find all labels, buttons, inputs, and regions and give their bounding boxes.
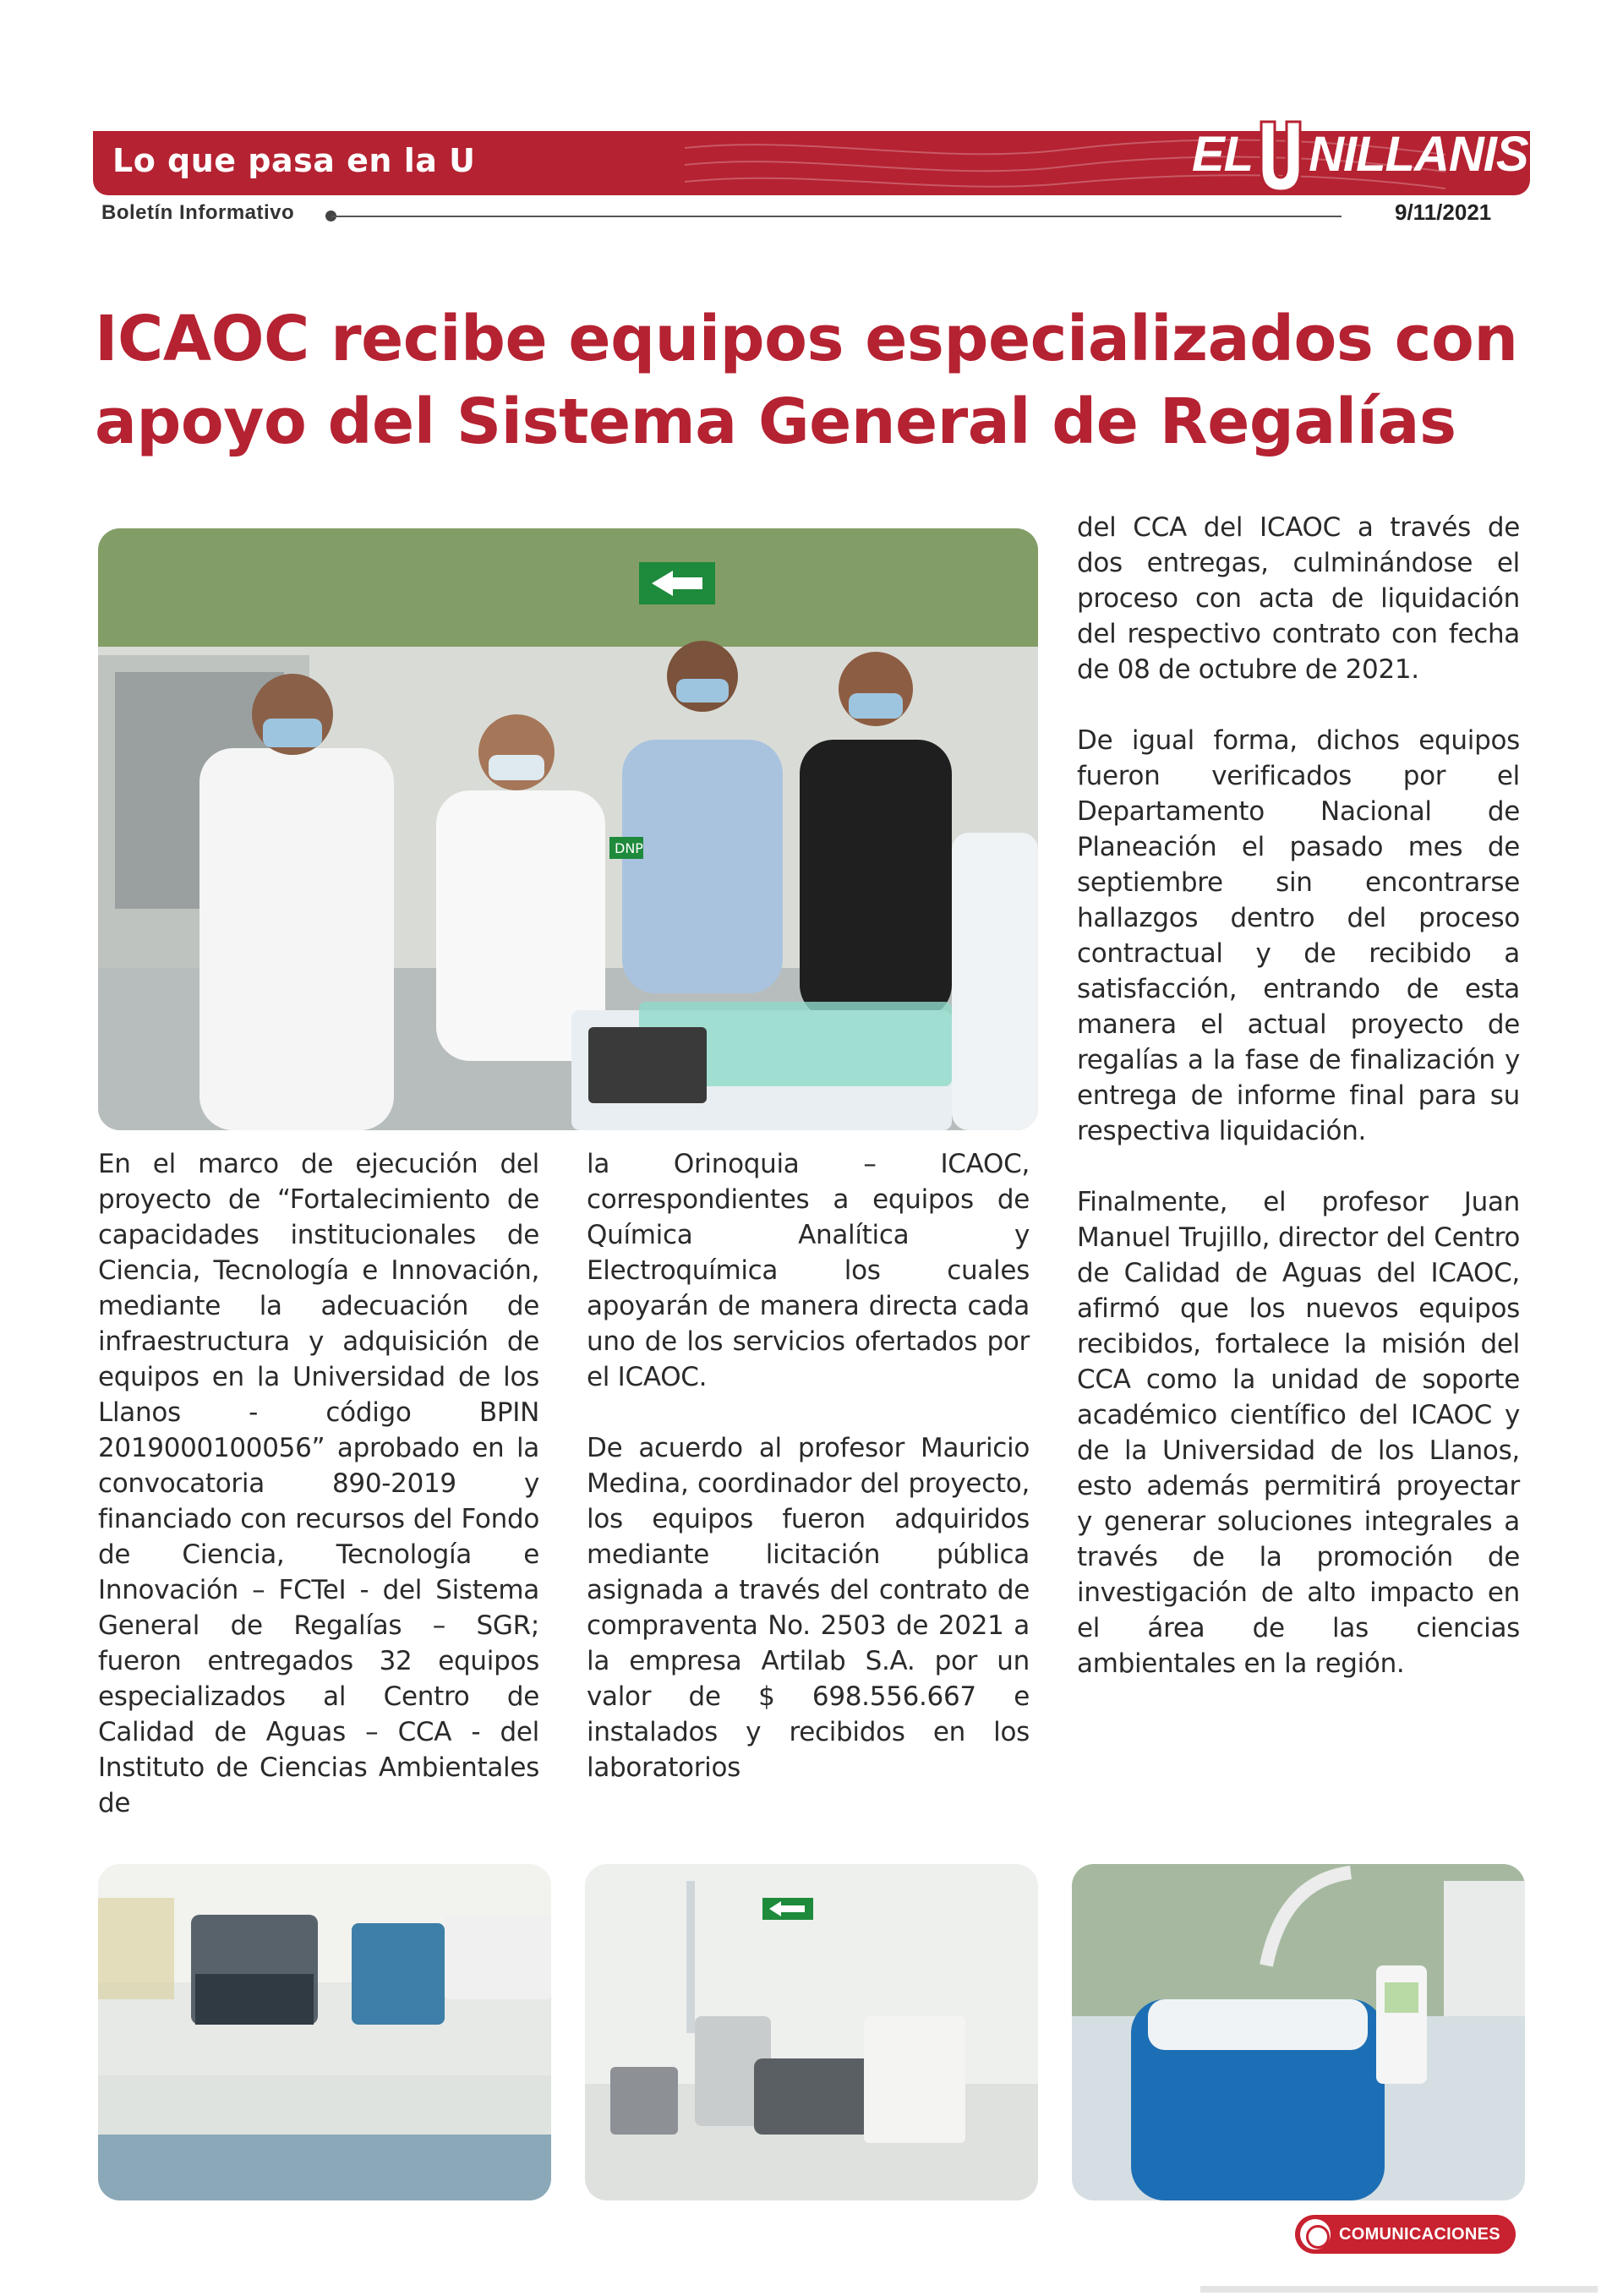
logo-suffix: NILLANISTA bbox=[1309, 127, 1588, 182]
article-column-3 bbox=[1077, 510, 1520, 1717]
lab-photo-1 bbox=[98, 1864, 551, 2200]
el-unillanista-logo bbox=[1192, 117, 1588, 193]
footer-rule bbox=[1200, 2286, 1598, 2293]
university-seal-icon bbox=[1300, 2219, 1331, 2250]
paragraph-1-part-1: En el marco de ejecución del proyecto de “Fortalecimiento de capacidades institucionales de Ciencia, Tecnología e Innovación, mediante la adecuación de infraestructura y adquisición de equipos en la Universidad de los Llanos - código BPIN 2019000100056” aprobado en la convocatoria 890-2019 y financiado con recursos del Fondo de Ciencia, Tecnología e Innovación – FCTeI - del Sistema General de Regalías – SGR; fueron entregados 32 equipos especializados al Centro de Calidad de Aguas – CCA - del Instituto de Ciencias Ambientales de bbox=[98, 1149, 539, 1818]
logo-prefix: EL bbox=[1192, 127, 1254, 182]
logo-u-mark bbox=[1256, 118, 1305, 193]
paragraph-1-part-2: la Orinoquia – ICAOC, correspondientes a equipos de Química Analítica y Electroquímica los cuales apoyarán de manera directa cada uno de los servicios ofertados por el ICAOC. bbox=[587, 1149, 1030, 1392]
header-rule bbox=[331, 216, 1342, 217]
article-headline bbox=[95, 298, 1549, 463]
paragraph-4: Finalmente, el profesor Juan Manuel Trujillo, director del Centro de Calidad de Aguas del ICAOC, afirmó que los nuevos equipos recibidos, fortalece la misión del CCA como la unidad de soporte académico científico del ICAOC y de la Universidad de los Llanos, esto además permitirá proyectar y generar soluciones integrales a través de la promoción de investigación de alto impacto en el área de las ciencias ambientales en la región. bbox=[1077, 1187, 1520, 1679]
headline-line-2: apoyo del Sistema General de Regalías bbox=[95, 385, 1456, 458]
lab-photo-3 bbox=[1072, 1864, 1525, 2200]
dnp-badge-text: DNP bbox=[615, 840, 643, 856]
issue-date: 9/11/2021 bbox=[1395, 200, 1492, 225]
paragraph-2-part-1: De acuerdo al profesor Mauricio Medina, coordinador del proyecto, los equipos fueron adquiridos mediante licitación pública asignada a través del contrato de compraventa No. 2503 de 2021 a la empresa Artilab S.A. por un valor de $ 698.556.667 e instalados y recibidos en los laboratorios bbox=[587, 1433, 1030, 1783]
comunicaciones-badge bbox=[1295, 2215, 1516, 2254]
paragraph-2-part-2: del CCA del ICAOC a través de dos entregas, culminándose el proceso con acta de liquidación del respectivo contrato con fecha de 08 de octubre de 2021. bbox=[1077, 512, 1520, 685]
comunicaciones-label: COMUNICACIONES bbox=[1339, 2224, 1500, 2244]
headline-line-1: ICAOC recibe equipos especializados con bbox=[95, 303, 1518, 375]
main-photo bbox=[98, 528, 1038, 1130]
article-column-2 bbox=[587, 1146, 1030, 1821]
newsletter-subtitle: Boletín Informativo bbox=[101, 201, 295, 224]
section-label: Lo que pasa en la U bbox=[112, 142, 476, 179]
lab-photo-2 bbox=[585, 1864, 1038, 2200]
paragraph-3: De igual forma, dichos equipos fueron verificados por el Departamento Nacional de Planeación el pasado mes de septiembre sin encontrarse hallazgos dentro del proceso contractual y de recibido a satisfacción, entrando de esta manera el actual proyecto de regalías a la fase de finalización y entrega de informe final para su respectiva liquidación. bbox=[1077, 725, 1520, 1146]
article-column-1 bbox=[98, 1146, 539, 1856]
